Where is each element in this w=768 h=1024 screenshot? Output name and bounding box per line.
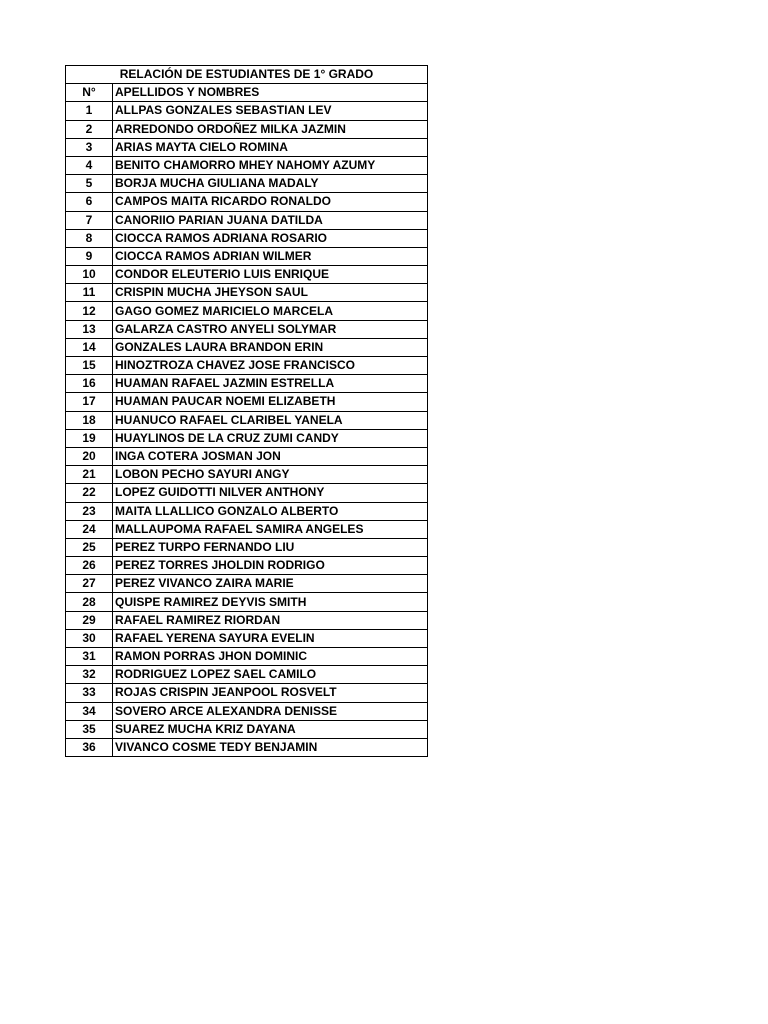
table-row [66,447,428,465]
table-row [66,575,428,593]
row-number: 17 [66,393,113,411]
table-row [66,211,428,229]
table-row [66,684,428,702]
student-name: RAFAEL YERENA SAYURA EVELIN [113,629,428,647]
row-number: 28 [66,593,113,611]
title-row [66,66,428,84]
student-name: INGA COTERA JOSMAN JON [113,447,428,465]
column-header-number: N° [66,84,113,102]
table-row [66,702,428,720]
student-name: HUANUCO RAFAEL CLARIBEL YANELA [113,411,428,429]
table-row [66,302,428,320]
row-number: 4 [66,156,113,174]
row-number: 23 [66,502,113,520]
table-row [66,738,428,756]
row-number: 31 [66,648,113,666]
student-name: ALLPAS GONZALES SEBASTIAN LEV [113,102,428,120]
row-number: 11 [66,284,113,302]
student-name: CRISPIN MUCHA JHEYSON SAUL [113,284,428,302]
row-number: 9 [66,247,113,265]
student-name: CAMPOS MAITA RICARDO RONALDO [113,193,428,211]
student-name: BORJA MUCHA GIULIANA MADALY [113,175,428,193]
student-name: GONZALES LAURA BRANDON ERIN [113,338,428,356]
student-name: ARIAS MAYTA CIELO ROMINA [113,138,428,156]
student-name: RAMON PORRAS JHON DOMINIC [113,648,428,666]
student-name: LOBON PECHO SAYURI ANGY [113,466,428,484]
student-name: SOVERO ARCE ALEXANDRA DENISSE [113,702,428,720]
student-name: HUAMAN RAFAEL JAZMIN ESTRELLA [113,375,428,393]
student-name: PEREZ VIVANCO ZAIRA MARIE [113,575,428,593]
row-number: 16 [66,375,113,393]
student-name: PEREZ TURPO FERNANDO LIU [113,538,428,556]
table-row [66,648,428,666]
row-number: 5 [66,175,113,193]
row-number: 15 [66,357,113,375]
table-row [66,629,428,647]
student-name: HUAYLINOS DE LA CRUZ ZUMI CANDY [113,429,428,447]
row-number: 29 [66,611,113,629]
table-row [66,429,428,447]
student-name: RAFAEL RAMIREZ RIORDAN [113,611,428,629]
student-name: GAGO GOMEZ MARICIELO MARCELA [113,302,428,320]
row-number: 8 [66,229,113,247]
table-row [66,247,428,265]
student-list-sheet [65,65,427,757]
header-row [66,84,428,102]
row-number: 6 [66,193,113,211]
table-row [66,138,428,156]
column-header-name: APELLIDOS Y NOMBRES [113,84,428,102]
table-row [66,720,428,738]
student-name: SUAREZ MUCHA KRIZ DAYANA [113,720,428,738]
row-number: 36 [66,738,113,756]
row-number: 30 [66,629,113,647]
table-row [66,338,428,356]
student-name: BENITO CHAMORRO MHEY NAHOMY AZUMY [113,156,428,174]
table-row [66,266,428,284]
table-row [66,520,428,538]
table-row [66,411,428,429]
student-name: GALARZA CASTRO ANYELI SOLYMAR [113,320,428,338]
student-name: ROJAS CRISPIN JEANPOOL ROSVELT [113,684,428,702]
table-title: RELACIÓN DE ESTUDIANTES DE 1° GRADO [66,66,428,84]
student-table [65,65,428,757]
row-number: 20 [66,447,113,465]
row-number: 19 [66,429,113,447]
row-number: 26 [66,557,113,575]
row-number: 3 [66,138,113,156]
row-number: 10 [66,266,113,284]
table-row [66,611,428,629]
table-row [66,593,428,611]
row-number: 24 [66,520,113,538]
student-name: CANORIIO PARIAN JUANA DATILDA [113,211,428,229]
table-row [66,375,428,393]
student-name: RODRIGUEZ LOPEZ SAEL CAMILO [113,666,428,684]
table-row [66,538,428,556]
table-row [66,193,428,211]
row-number: 34 [66,702,113,720]
student-name: HUAMAN PAUCAR NOEMI ELIZABETH [113,393,428,411]
student-name: CIOCCA RAMOS ADRIAN WILMER [113,247,428,265]
row-number: 13 [66,320,113,338]
table-row [66,393,428,411]
row-number: 2 [66,120,113,138]
student-name: ARREDONDO ORDOÑEZ MILKA JAZMIN [113,120,428,138]
row-number: 14 [66,338,113,356]
student-name: CONDOR ELEUTERIO LUIS ENRIQUE [113,266,428,284]
row-number: 32 [66,666,113,684]
row-number: 1 [66,102,113,120]
table-row [66,666,428,684]
row-number: 21 [66,466,113,484]
row-number: 22 [66,484,113,502]
table-row [66,357,428,375]
table-row [66,175,428,193]
table-row [66,502,428,520]
student-name: HINOZTROZA CHAVEZ JOSE FRANCISCO [113,357,428,375]
table-row [66,102,428,120]
student-name: LOPEZ GUIDOTTI NILVER ANTHONY [113,484,428,502]
student-name: VIVANCO COSME TEDY BENJAMIN [113,738,428,756]
table-row [66,229,428,247]
row-number: 27 [66,575,113,593]
table-row [66,466,428,484]
student-name: MAITA LLALLICO GONZALO ALBERTO [113,502,428,520]
table-row [66,120,428,138]
student-name: MALLAUPOMA RAFAEL SAMIRA ANGELES [113,520,428,538]
table-row [66,484,428,502]
table-row [66,320,428,338]
table-body [66,102,428,757]
row-number: 18 [66,411,113,429]
row-number: 12 [66,302,113,320]
student-name: PEREZ TORRES JHOLDIN RODRIGO [113,557,428,575]
table-row [66,557,428,575]
row-number: 7 [66,211,113,229]
student-name: QUISPE RAMIREZ DEYVIS SMITH [113,593,428,611]
table-row [66,284,428,302]
table-row [66,156,428,174]
row-number: 33 [66,684,113,702]
student-name: CIOCCA RAMOS ADRIANA ROSARIO [113,229,428,247]
row-number: 35 [66,720,113,738]
row-number: 25 [66,538,113,556]
